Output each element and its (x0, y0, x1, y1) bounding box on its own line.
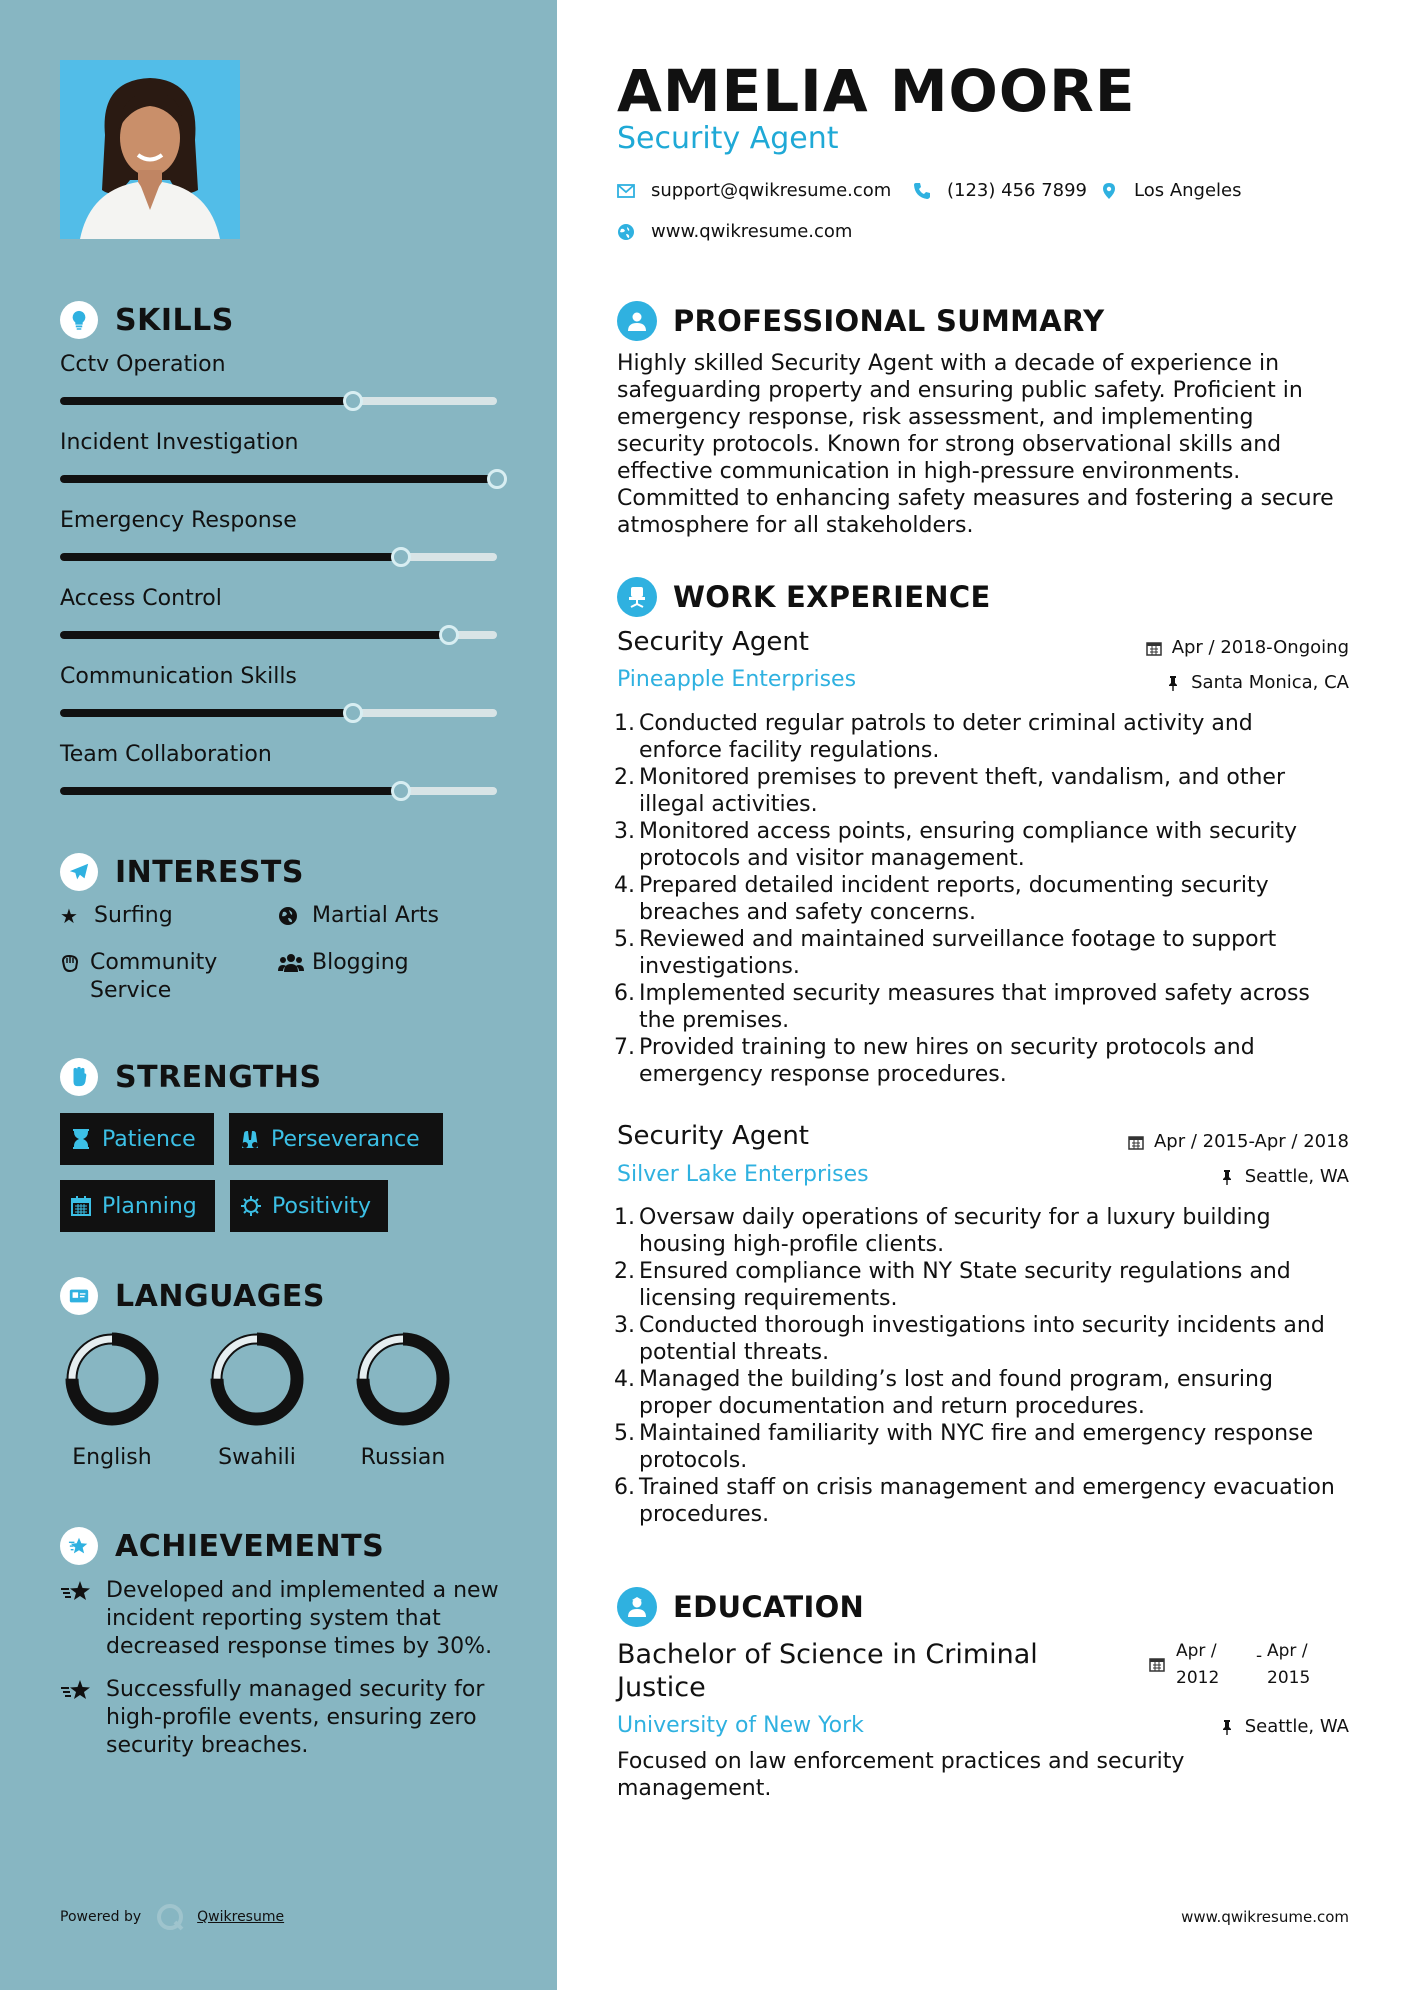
experience-header (617, 577, 991, 617)
profile-photo (60, 60, 240, 239)
education-title: EDUCATION (673, 1590, 865, 1624)
language-level-ring (209, 1331, 305, 1427)
skill-bar (60, 787, 497, 795)
pushpin-icon (1219, 1719, 1235, 1735)
bullet-text: Monitored premises to prevent theft, vandalism, and other illegal activities. (639, 765, 1286, 817)
bullet-number: 7. (614, 1035, 635, 1060)
strength-label: Planning (102, 1193, 197, 1219)
skill-bar (60, 475, 497, 483)
strengths-title: STRENGTHS (115, 1059, 322, 1095)
qwikresume-link[interactable]: Qwikresume (197, 1909, 285, 1925)
edu-date-separator: - (1256, 1646, 1263, 1666)
pushpin-icon (1165, 675, 1181, 691)
edu-date-end: Apr / 2015 (1267, 1641, 1311, 1688)
achievements-header (60, 1527, 384, 1565)
skill-name: Communication Skills (60, 664, 297, 689)
skill-item (60, 508, 500, 533)
skill-bar-fill (60, 709, 353, 717)
language-level-ring (64, 1331, 160, 1427)
bullet-number: 5. (614, 1421, 635, 1446)
skill-bar (60, 397, 497, 405)
job-bullet (610, 1366, 1340, 1420)
job-title: Security Agent (617, 627, 809, 657)
education-header (617, 1587, 864, 1627)
skill-bar (60, 553, 497, 561)
strength-patience (60, 1113, 214, 1165)
languages-header (60, 1277, 325, 1315)
achievement-text: Developed and implemented a new incident reporting system that decreased response times by 30%. (106, 1578, 499, 1659)
bullet-text: Maintained familiarity with NYC fire and emergency response protocols. (639, 1421, 1314, 1473)
achievements-title: ACHIEVEMENTS (115, 1528, 385, 1564)
job-location-text: Seattle, WA (1244, 1166, 1349, 1187)
job-location-text: Santa Monica, CA (1191, 672, 1349, 693)
interest-item-martial-arts (278, 902, 439, 933)
bullet-number: 4. (614, 873, 635, 898)
bullet-text: Provided training to new hires on security protocols and emergency response procedures. (639, 1035, 1255, 1087)
language-name: Swahili (218, 1445, 296, 1470)
experience-title: WORK EXPERIENCE (673, 580, 991, 614)
bullet-number: 4. (614, 1367, 635, 1392)
skill-name: Cctv Operation (60, 352, 226, 377)
qwikresume-logo-icon (155, 1902, 185, 1932)
job-bullet (610, 1420, 1340, 1474)
job-bullet (610, 1204, 1340, 1258)
star-icon: ★ (60, 904, 78, 928)
bullet-text: Monitored access points, ensuring compliance with security protocols and visitor management. (639, 819, 1297, 871)
binoculars-icon (239, 1128, 261, 1150)
hand-icon (60, 949, 80, 980)
bullet-number: 5. (614, 927, 635, 952)
interest-label: Martial Arts (312, 903, 440, 928)
star-badge-icon (60, 1527, 98, 1565)
office-chair-icon (617, 577, 657, 617)
achievement-item (60, 1577, 500, 1661)
shooting-star-icon (60, 1577, 96, 1661)
calendar-icon (1146, 640, 1162, 656)
contact-website (617, 221, 852, 242)
bullet-text: Conducted regular patrols to deter criminal activity and enforce facility regulations. (639, 711, 1253, 763)
strength-label: Perseverance (271, 1126, 420, 1152)
skill-bar (60, 631, 497, 639)
interest-item-surfing (60, 902, 173, 930)
language-name: English (72, 1445, 152, 1470)
job-company: Pineapple Enterprises (617, 667, 857, 692)
powered-by-label: Powered by (60, 1909, 142, 1925)
strengths-header (60, 1058, 322, 1096)
job-bullet (610, 818, 1340, 872)
skill-bar-fill (60, 553, 401, 561)
skill-bar-fill (60, 787, 401, 795)
job-date-text: Apr / 2018-Ongoing (1171, 637, 1349, 658)
degree-title: Bachelor of Science in Criminal Justice (617, 1639, 1038, 1703)
job-bullet (610, 1258, 1340, 1312)
bullet-text: Reviewed and maintained surveillance footage to support investigations. (639, 927, 1277, 979)
skills-header (60, 301, 234, 339)
sun-icon (240, 1195, 262, 1217)
edu-date-start: Apr / 2012 (1176, 1641, 1220, 1688)
job-bullets (610, 710, 1340, 1088)
globe-icon (617, 223, 635, 241)
job-bullet (610, 1312, 1340, 1366)
skill-bar-fill (60, 397, 353, 405)
skill-item (60, 664, 500, 689)
interests-header (60, 853, 304, 891)
pushpin-icon (1219, 1169, 1235, 1185)
calendar-icon (1128, 1134, 1144, 1150)
job-bullet (610, 764, 1340, 818)
skill-bar-knob (391, 781, 411, 801)
summary-header (617, 301, 1104, 341)
skill-bar-knob (343, 703, 363, 723)
summary-text: Highly skilled Security Agent with a decade of experience in safeguarding property and ensuring public safety. Proficient in emergency response, risk assessment, and implementing security protocols. Known for strong observational skills and effective communication in high-pressure environments. Committed to enhancing safety measures and fostering a secure atmosphere for all stakeholders. (617, 351, 1334, 538)
bullet-text: Prepared detailed incident reports, documenting security breaches and safety concerns. (639, 873, 1269, 925)
interest-item-community-service (60, 949, 260, 1005)
powered-by (60, 1902, 284, 1932)
strength-label: Patience (102, 1126, 196, 1152)
skill-name: Emergency Response (60, 508, 297, 533)
language-item (343, 1331, 463, 1470)
skill-item (60, 430, 500, 455)
users-icon (278, 949, 302, 981)
globe-icon (278, 902, 302, 933)
bullet-number: 3. (614, 1313, 635, 1338)
job-location (1219, 1166, 1349, 1187)
language-level-ring (355, 1331, 451, 1427)
map-pin-icon (1100, 182, 1118, 200)
school-name: University of New York (617, 1713, 864, 1738)
edu-location-text: Seattle, WA (1244, 1716, 1349, 1737)
interest-label: Surfing (94, 903, 173, 928)
job-bullets (610, 1204, 1340, 1528)
contact-location (1100, 180, 1242, 201)
bullet-text: Ensured compliance with NY State security regulations and licensing requirements. (639, 1259, 1291, 1311)
bullet-text: Oversaw daily operations of security for a luxury building housing high-profile clients. (639, 1205, 1271, 1257)
lightbulb-icon (60, 301, 98, 339)
calendar-icon (70, 1195, 92, 1217)
skill-bar-fill (60, 475, 497, 483)
contact-email (617, 180, 891, 201)
strength-label: Positivity (272, 1193, 372, 1219)
achievement-text: Successfully managed security for high-profile events, ensuring zero security breaches. (106, 1677, 485, 1758)
strength-perseverance (229, 1113, 443, 1165)
job-bullet (610, 1474, 1340, 1528)
skill-bar-knob (487, 469, 507, 489)
skill-name: Access Control (60, 586, 222, 611)
bullet-number: 6. (614, 981, 635, 1006)
bullet-number: 1. (614, 711, 635, 736)
bullet-text: Trained staff on crisis management and emergency evacuation procedures. (639, 1475, 1335, 1527)
skill-item (60, 742, 500, 767)
skill-bar-fill (60, 631, 449, 639)
achievement-item (60, 1676, 500, 1760)
job-bullet (610, 710, 1340, 764)
bullet-text: Implemented security measures that improved safety across the premises. (639, 981, 1310, 1033)
bullet-text: Conducted thorough investigations into security incidents and potential threats. (639, 1313, 1325, 1365)
job-date-text: Apr / 2015-Apr / 2018 (1153, 1131, 1349, 1152)
job-date (1128, 1131, 1349, 1152)
interest-label: Community Service (90, 950, 218, 1003)
skill-item (60, 352, 500, 377)
job-location (1165, 672, 1349, 693)
id-card-icon (60, 1277, 98, 1315)
skill-bar-knob (439, 625, 459, 645)
email-text[interactable]: support@qwikresume.com (651, 180, 892, 201)
job-bullet (610, 980, 1340, 1034)
footer-url[interactable]: www.qwikresume.com (1181, 1908, 1349, 1926)
graduate-icon (617, 1587, 657, 1627)
website-text[interactable]: www.qwikresume.com (651, 221, 853, 242)
skill-bar (60, 709, 497, 717)
edu-location (1219, 1716, 1349, 1737)
skills-title: SKILLS (115, 302, 234, 338)
calendar-icon (1149, 1656, 1165, 1672)
bullet-number: 6. (614, 1475, 635, 1500)
candidate-title: Security Agent (617, 121, 839, 156)
interest-label: Blogging (312, 950, 409, 975)
paper-plane-icon (60, 853, 98, 891)
languages-title: LANGUAGES (115, 1278, 325, 1314)
language-item (52, 1331, 172, 1470)
strength-positivity (230, 1180, 388, 1232)
bullet-number: 2. (614, 765, 635, 790)
job-bullet (610, 1034, 1340, 1088)
interests-title: INTERESTS (115, 854, 304, 890)
edu-description: Focused on law enforcement practices and security management. (617, 1749, 1185, 1801)
skill-bar-knob (391, 547, 411, 567)
bullet-number: 1. (614, 1205, 635, 1230)
phone-icon (913, 182, 931, 200)
sidebar (0, 0, 557, 1990)
job-bullet (610, 926, 1340, 980)
language-name: Russian (360, 1445, 446, 1470)
language-item (197, 1331, 317, 1470)
interest-item-blogging (278, 949, 409, 981)
job-bullet (610, 872, 1340, 926)
job-date (1146, 637, 1349, 658)
bullet-text: Managed the building’s lost and found program, ensuring proper documentation and return procedures. (639, 1367, 1273, 1419)
envelope-icon (617, 182, 635, 200)
skill-name: Incident Investigation (60, 430, 299, 455)
user-icon (617, 301, 657, 341)
strength-planning (60, 1180, 215, 1232)
shooting-star-icon (60, 1676, 96, 1760)
location-text: Los Angeles (1134, 180, 1242, 201)
job-title: Security Agent (617, 1121, 809, 1151)
skill-name: Team Collaboration (60, 742, 272, 767)
summary-title: PROFESSIONAL SUMMARY (673, 304, 1105, 338)
bullet-number: 2. (614, 1259, 635, 1284)
contact-phone (913, 180, 1087, 201)
skill-bar-knob (343, 391, 363, 411)
hourglass-icon (70, 1128, 92, 1150)
phone-text[interactable]: (123) 456 7899 (947, 180, 1088, 201)
candidate-name: AMELIA MOORE (617, 57, 1136, 125)
job-company: Silver Lake Enterprises (617, 1162, 869, 1187)
fist-icon (60, 1058, 98, 1096)
bullet-number: 3. (614, 819, 635, 844)
skill-item (60, 586, 500, 611)
